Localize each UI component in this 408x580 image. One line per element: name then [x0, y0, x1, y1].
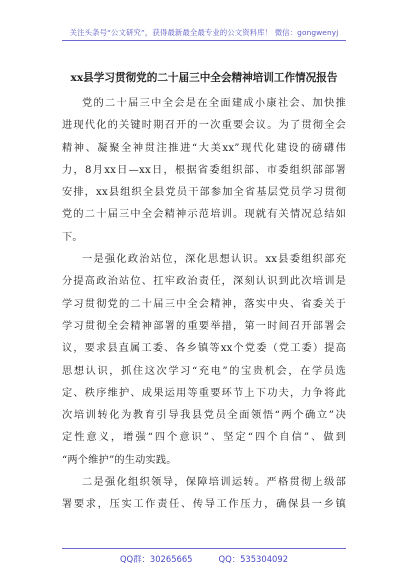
body-line: 党的二十届三中全会精神示范培训。现就有关情况总结如	[62, 209, 346, 221]
body-line: 议，要求县直属工委、各乡镇等xx个党委（党工委）提高	[62, 343, 346, 355]
body-line: 下。	[62, 231, 83, 243]
footer-divider	[62, 548, 346, 549]
document-title: xx县学习贯彻党的二十届三中全会精神培训工作情况报告	[70, 72, 338, 84]
body-line: 精神、凝聚全神贯注推进“大美xx”现代化建设的磅礴伟	[62, 142, 346, 154]
body-line: “两个维护”的生动实践。	[62, 454, 177, 466]
footer-qq-group: QQ群：30265665	[119, 554, 193, 564]
body-line: 党的二十届三中全会是在全面建成小康社会、加快推	[82, 98, 346, 109]
body-line: 定性意义，增强“四个意识”、坚定“四个自信”、做到	[62, 432, 346, 444]
body-line: 安排，xx县组织全县党员干部参加全省基层党员学习贯彻	[62, 187, 346, 199]
body-line: 定、秩序维护、成果运用等重要环节上下功夫，力争将此	[62, 387, 346, 399]
body-line: 进现代化的关键时期召开的一次重要会议。为了贯彻全会	[62, 120, 346, 132]
body-line: 一是强化政治站位，深化思想认识。xx县委组织部充	[82, 254, 346, 266]
document-body	[62, 93, 346, 517]
body-line: 力，8月xx日—xx日，根据省委组织部、市委组织部部署	[62, 164, 346, 176]
footer-contact	[0, 553, 408, 565]
body-line: 次培训转化为教育引导我县党员全面领悟“两个确立”决	[62, 410, 346, 422]
header-banner: 关注头条号“公文研究”，获得最新最全最专业的公文资料库！ 微信：gongwenyj	[69, 28, 339, 37]
body-line: 思想认识，抓住这次学习“充电”的宝贵机会，在学员选	[62, 365, 346, 377]
header-divider	[62, 40, 346, 41]
body-line: 学习贯彻党的二十届三中全会精神，落实中央、省委关于	[62, 298, 346, 310]
footer-qq-number: QQ：535304092	[218, 554, 289, 564]
body-line: 学习贯彻全会精神部署的重要举措，第一时间召开部署会	[62, 320, 346, 332]
body-line: 二是强化组织领导，保障培训运转。严格贯彻上级部	[82, 477, 346, 489]
body-line: 署要求，压实工作责任、传导工作压力，确保县一乡镇	[62, 499, 346, 511]
body-line: 分提高政治站位、扛牢政治责任，深刻认识到此次培训是	[62, 276, 346, 288]
